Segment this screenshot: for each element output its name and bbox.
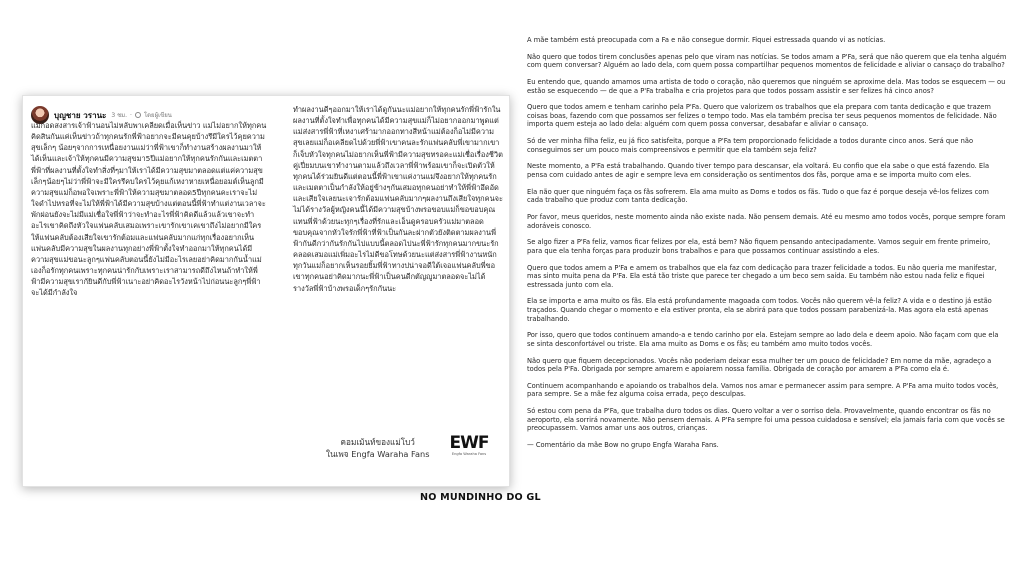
- translation-paragraph: Quero que todos amem e tenham carinho pela P'Fa. Quero que valorizem os trabalhos que ela prepara com tanta dedicação e que trazem coisas boas, fazendo com que possamos ser felizes o tempo todo. Mas ela também precisa ter seus pequenos momentos de felicidade. Não importa quem esteja ao lado dela: alguém com quem possa conversar, desabafar e aliviar o cansaço.: [527, 103, 997, 129]
- translation-paragraph: Neste momento, a P'Fa está trabalhando. Quando tiver tempo para descansar, ela voltará. Eu confio que ela sabe o que está fazendo. Ela pensa com cuidado antes de agir e sempre leva em consideração os sentimentos dos fãs, porque ama e se importa muito com eles.: [527, 162, 990, 179]
- translation-paragraph: Se algo fizer a P'Fa feliz, vamos ficar felizes por ela, está bem? Não fiquem pensando antecipadamente. Vamos seguir em frente primeiro, para que ela tenha forças para produzir bons trabalhos e para que possamos continuar assistindo a eles.: [527, 238, 991, 255]
- translation-paragraph: Continuem acompanhando e apoiando os trabalhos dela. Vamos nos amar e permanecer assim para sempre. A P'Fa ama muito todos vocês, para sempre. Se a mãe fez alguma coisa errada, peço desculpas.: [527, 381, 999, 399]
- post-time: 3 ชม.: [111, 112, 128, 119]
- logo-caption: Engfa Waraha Fans: [451, 452, 487, 456]
- post-meta: 3 ชม. · โดยผู้เขียน: [111, 111, 172, 119]
- translation-paragraph: Por favor, meus queridos, neste momento ainda não existe nada. Não pensem demais. Até eu mesmo amo todos vocês, porque sempre foram adoráveis conosco.: [527, 212, 1006, 230]
- translation-paragraph: Só de ver minha filha feliz, eu já fico satisfeita, porque a P'Fa tem proporcionado felicidade a todos durante cinco anos. Será que não conseguimos ser um pouco mais compreensivos e permitir que ela também seja feliz?: [527, 137, 974, 154]
- translation-paragraph: Por isso, quero que todos continuem amando-a e tendo carinho por ela. Estejam sempre ao lado dela e deem apoio. Não façam com que ela se sinta desconfortável ou triste. Ela ama muito as Doms e os fãs; eu também amo muito todos vocês.: [527, 331, 999, 348]
- signature: คอมเม้นท์ของแม่โบว์ ในเพจ Engfa Waraha Fans: [326, 437, 430, 459]
- logo-text: EWF: [449, 433, 489, 453]
- comment-screenshot: [22, 95, 510, 487]
- translation-paragraph: Ela se importa e ama muito os fãs. Ela está profundamente magoada com todos. Vocês não querem vê-la feliz? A vida e o destino já estão traçados. Quando chegar o momento e ela estiver pronta, ela se abrirá para que todos possam parabenizá-la. Mas agora ela está apenas trabalhando.: [527, 297, 992, 323]
- comment-text-right: [293, 104, 503, 294]
- translation-signature: — Comentário da mãe Bow no grupo Engfa Waraha Fans.: [527, 441, 719, 449]
- comment-paragraph: ทำผลงานดีๆออกมาให้เราได้ดูกันนะแม่อยากให้ทุกคนรักพี่ฟ้ารักในผลงานที่ตั้งใจทำเพื่อทุกคนได้มีความสุขแม่ก็ไม่อยากออกมาพูดแต่แม่ส่งสารพี่ฟ้าที่เหงาเศร้ามากออกทางสีหน้าแม่ต้องก็อไม่มีความสุขเลยแม่ก็อเคลียดไปด้วยพี่ฟ้าเขาคนละรักแฟนคลับพี่เขามากเขาก็เจ็บหัวใจทุกคนไม่อยากเห็นพี่ฟ้ามีความสุขทรอคะแม่เชื่อเรื่องชีวิตคู่เปี่ยมบนเขาทำงานตามแล้วถึงเวลาพี่ฟ้าพร้อมเขาก็จะเปิดตัวให้ทุกคนได้ร่วมยินดีแต่ตอนนี้พี่ฟ้าเขาแค่งานแม่จึงอยากให้ทุกคนรักและเมตตาเป็นกำลังให้อยู่ข้างๆกันเสมอทุกคนอย่าทำให้พี่ฟ้าอึดอัดและเสียใจเลยนะเจารักต้อมแฟนคลับมากๆผลงานถึงเสียใจทุกคนจะไม่ได้รางวัลผู้หญิงคนนี้ได้มีความสุขบ้างพรอขอบแม่ก็ขอขอบคุณแทนพี่ฟ้าด้วยนะทุกๆเรื่องที่รักและเอ็นดูครอบครัวแม่มาตลอดขอบคุณจากหัวใจรักพี่ฟ้าที่ฟ้าเป็นกันละฝากตัวยังติดตามผลงานพี่ฟ้ากันดีกว่ากันรักกันไปแบบนี้ตลอดไปนะพี่ฟ้ารักทุกคนมากขนะรักคลอดเสมอแม่เพิ่มอะไรไม่ดีขอโทษด้วยนะแต่ส่งสารพี่ฟ้างานหนักทุกวันแม่ก็อยากเห็นรอยยิ้มพี่ฟ้าทางปน่าจอดีใต้เจอแฟนคลับพี่ขอเขาทุกคนอย่าคิดมากนะพี่ฟ้าเป็นคนดีกตัญญูมาตลอดจะไม่ได้รางวัลพี่ฟ้าบ้างพรอเด็กๆรักกันนะ: [293, 105, 503, 293]
- translation-paragraph: Não quero que todos tirem conclusões apenas pelo que viram nas notícias. Se todos amam a P'Fa, será que não querem que ela tenha alguém com quem conversar? Alguém ao lado dela, com quem possa compartilhar pequenos momentos de felicidade e aliviar o cansaço do trabalho?: [527, 52, 1007, 70]
- translation-paragraph: Quero que todos amem a P'Fa e amem os trabalhos que ela faz com dedicação para trazer felicidade a todos. Eu não queria me manifestar, mas sinto muita pena da P'Fa. Ela está tão triste que parece ter chegado a um beco sem saída. Eu também não estou nada feliz e fiquei estressada junto com ela.: [527, 263, 997, 289]
- translation-paragraph: Só estou com pena da P'Fa, que trabalha duro todos os dias. Quero voltar a ver o sorriso dela. Provavelmente, quando encontrar os fãs no aeroporto, ela sorrirá novamente. Não pensem demais. A P'Fa sempre foi uma pessoa cuidadosa e sensível; ela jamais faria com que vocês se preocupassem. Vamos amar uns aos outros, crianças.: [527, 407, 1005, 433]
- comment-text-left: [31, 120, 267, 299]
- translation-paragraph: Não quero que fiquem decepcionados. Vocês não poderiam deixar essa mulher ter um pouco de felicidade? Em nome da mãe, agradeço a todos pela P'Fa. Obrigada por sempre amarem e apoiarem nossa família. Obrigada de coração por amarem a P'Fa como ela é.: [527, 356, 992, 374]
- post-visibility: โดยผู้เขียน: [143, 112, 172, 119]
- globe-icon: [135, 112, 141, 118]
- watermark: NO MUNDINHO DO GL: [420, 492, 541, 503]
- translation-text: [527, 36, 1007, 458]
- ewf-logo: [447, 434, 491, 456]
- comment-paragraph: แม่ก็อดสงสารเจ้าฟ้านอนไม่หลับพาเคลียดเมื่อเห็นข่าว แม่ไม่อยากให้ทุกคนคิดสินกันแค่เห็นข่าวถ้าทุกคนรักพี่ฟ้าอยากจะมีคนคุยบ้างรึมีใครไว้คุยความสุขเล็กๆ น้อยๆจากการเหนื่อยงานแม่ว่าพี่ฟ้าเขาก็ทำงานสร้างผลงานมาให้ได้เห็นและเจ้าให้ทุกคนมีความสุขมา5ปีแม่อยากให้ทุกคนรักกันและเมตตาพี่ฟ้าที่ผลงานที่ตั้งใจทำสิ่งที่ๆมาให้เราได้มีความสุขมาตลอดแต่แค่ความสุขเล็กๆน้อยๆไม่ว่าพี่ฟ้าจะมีใครรึคบใครไว้คุยแก้เหงาหายเหนื่อยอมต์เห็นลูกมีความสุขแม่ก็อพอใจเพราะพี่ฟ้าให้ความสุขมาตลอด5ปีทุกคนคะเราจะไม่ใจดำไปหรอที่จะไม่ให้พี่ฟ้าได้มีความสุขบ้างแต่ตอนนี้พี่ฟ้าทำแต่งานเวลาจะพักผ่อนยังจะไม่มีแม่เชื่อใจพี่ฟ้าว่าจะทำอะไรพี่ฟ้าคิดดีแล้วแล้วเขาจะทำอะไรเขาคิดถึงหัวใจแฟนคลับเสมอเพราะเขารักเขาเคเขาถึงไม่อยากมีใครให้แฟนคลับต้องเสียใจเขารักต้อมและแฟนคลับมากแก่ทุกเรื่องอยากเห็นแฟนคลับมีความสุขในผลงานทุกอย่างพี่ฟ้าตั้งใจทำออกมาให้ทุกคนได้มีความสุขแม่ขอนะลูกๆแฟนคลับตอนนี้ยังไม่มีอะไรเลยอย่าคิดมากกันน้ำแม่เองก็อรักทุกคนเพราะทุกคนน่ารักกับเพราะเราสามารถดีถึงไหนถ้าทำให้พี่ฟ้ามีความสุขเรากัยินดีกับพี่ฟ้าเนาะอย่าคิดอะไรวังหน้าไปก่อนนะลูกๆพี่ฟ้าจะได้มีกำลังใจ: [31, 121, 267, 298]
- author-name[interactable]: บุญชาย วรานะ: [54, 110, 107, 120]
- translation-paragraph: A mãe também está preocupada com a Fa e não consegue dormir. Fiquei estressada quando vi as notícias.: [527, 36, 886, 44]
- translation-paragraph: Eu entendo que, quando amamos uma artista de todo o coração, não queremos que ninguém se aproxime dela. Mas todos se esquecem — ou estão se esquecendo — de que a P'Fa trabalha e cria projetos para que todos possam assistir e ser felizes há cinco anos?: [527, 77, 1006, 95]
- translation-paragraph: Ela não quer que ninguém faça os fãs sofrerem. Ela ama muito as Doms e todos os fãs. Tudo o que faz é porque deseja vê-los felizes com cada trabalho que produz com tanta dedicação.: [527, 187, 989, 205]
